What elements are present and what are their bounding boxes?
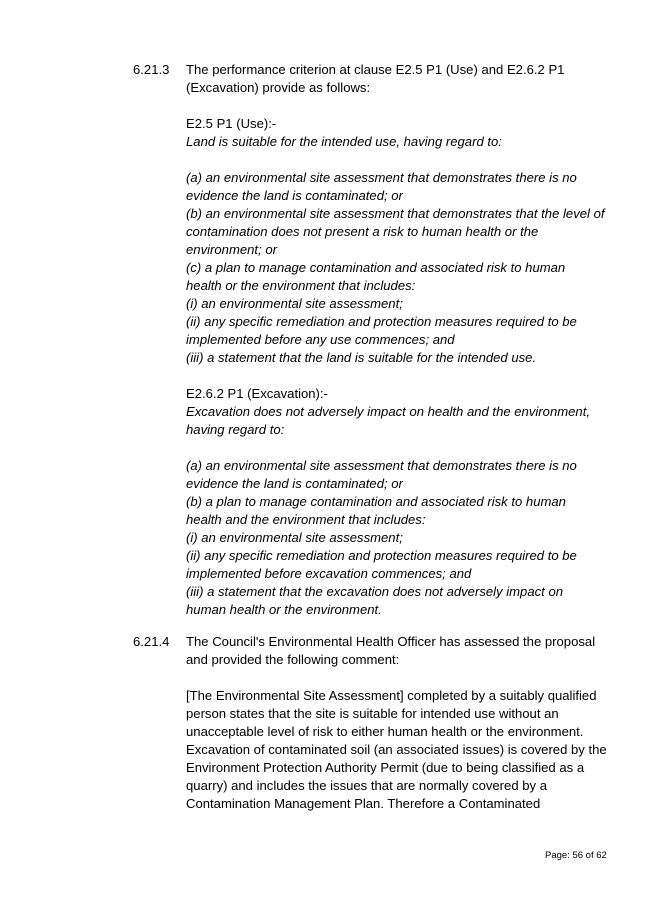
clause-heading: E2.5 P1 (Use):-	[186, 116, 277, 131]
clause-e2-6-2-p1-items	[186, 457, 606, 619]
text-line: (Excavation) provide as follows:	[186, 80, 371, 95]
section-number: 6.21.3	[133, 62, 170, 77]
text-line: evidence the land is contaminated; or	[186, 476, 403, 491]
text-line: The Council's Environmental Health Officer has assessed the proposal	[186, 634, 596, 649]
text-line: Excavation of contaminated soil (an associated issues) is covered by the	[186, 742, 607, 757]
text-line: (i) an environmental site assessment;	[186, 296, 403, 311]
text-line: health and the environment that includes:	[186, 512, 426, 527]
page-number: Page: 56 of 62	[545, 850, 607, 861]
text-line: (i) an environmental site assessment;	[186, 530, 403, 545]
section-intro	[186, 633, 606, 669]
clause-heading: E2.6.2 P1 (Excavation):-	[186, 386, 328, 401]
text-line: environment; or	[186, 242, 277, 257]
clause-lead: having regard to:	[186, 422, 285, 437]
text-line: (a) an environmental site assessment that demonstrates there is no	[186, 170, 577, 185]
text-line: Environment Protection Authority Permit (due to being classified as a	[186, 760, 585, 775]
text-line: (b) an environmental site assessment that demonstrates that the level of	[186, 206, 605, 221]
section-body	[186, 633, 606, 813]
text-line: evidence the land is contaminated; or	[186, 188, 403, 203]
clause-lead: Land is suitable for the intended use, having regard to:	[186, 134, 502, 149]
officer-comment	[186, 687, 606, 813]
text-line: (iii) a statement that the excavation does not adversely impact on	[186, 584, 564, 599]
text-line: [The Environmental Site Assessment] completed by a suitably qualified	[186, 688, 597, 703]
text-line: quarry) and includes the issues that are normally covered by a	[186, 778, 547, 793]
text-line: (ii) any specific remediation and protection measures required to be	[186, 314, 577, 329]
text-line: (iii) a statement that the land is suitable for the intended use.	[186, 350, 537, 365]
text-line: unacceptable level of risk to either human health or the environment.	[186, 724, 584, 739]
text-line: contamination does not present a risk to human health or the	[186, 224, 539, 239]
clause-lead: Excavation does not adversely impact on health and the environment,	[186, 404, 590, 419]
clause-e2-6-2-p1	[186, 385, 606, 439]
text-line: and provided the following comment:	[186, 652, 400, 667]
text-line: implemented before excavation commences; and	[186, 566, 472, 581]
text-line: health or the environment that includes:	[186, 278, 416, 293]
clause-e2-5-p1	[186, 115, 606, 151]
text-line: (a) an environmental site assessment that demonstrates there is no	[186, 458, 577, 473]
clause-e2-5-p1-items	[186, 169, 606, 367]
text-line: (b) a plan to manage contamination and associated risk to human	[186, 494, 566, 509]
text-line: The performance criterion at clause E2.5 P1 (Use) and E2.6.2 P1	[186, 62, 565, 77]
text-line: (c) a plan to manage contamination and associated risk to human	[186, 260, 566, 275]
section-number: 6.21.4	[133, 634, 170, 649]
text-line: human health or the environment.	[186, 602, 382, 617]
text-line: implemented before any use commences; and	[186, 332, 455, 347]
section-body	[186, 61, 606, 619]
section-intro	[186, 61, 606, 97]
text-line: (ii) any specific remediation and protection measures required to be	[186, 548, 577, 563]
text-line: Contamination Management Plan. Therefore a Contaminated	[186, 796, 541, 811]
text-line: person states that the site is suitable for intended use without an	[186, 706, 559, 721]
